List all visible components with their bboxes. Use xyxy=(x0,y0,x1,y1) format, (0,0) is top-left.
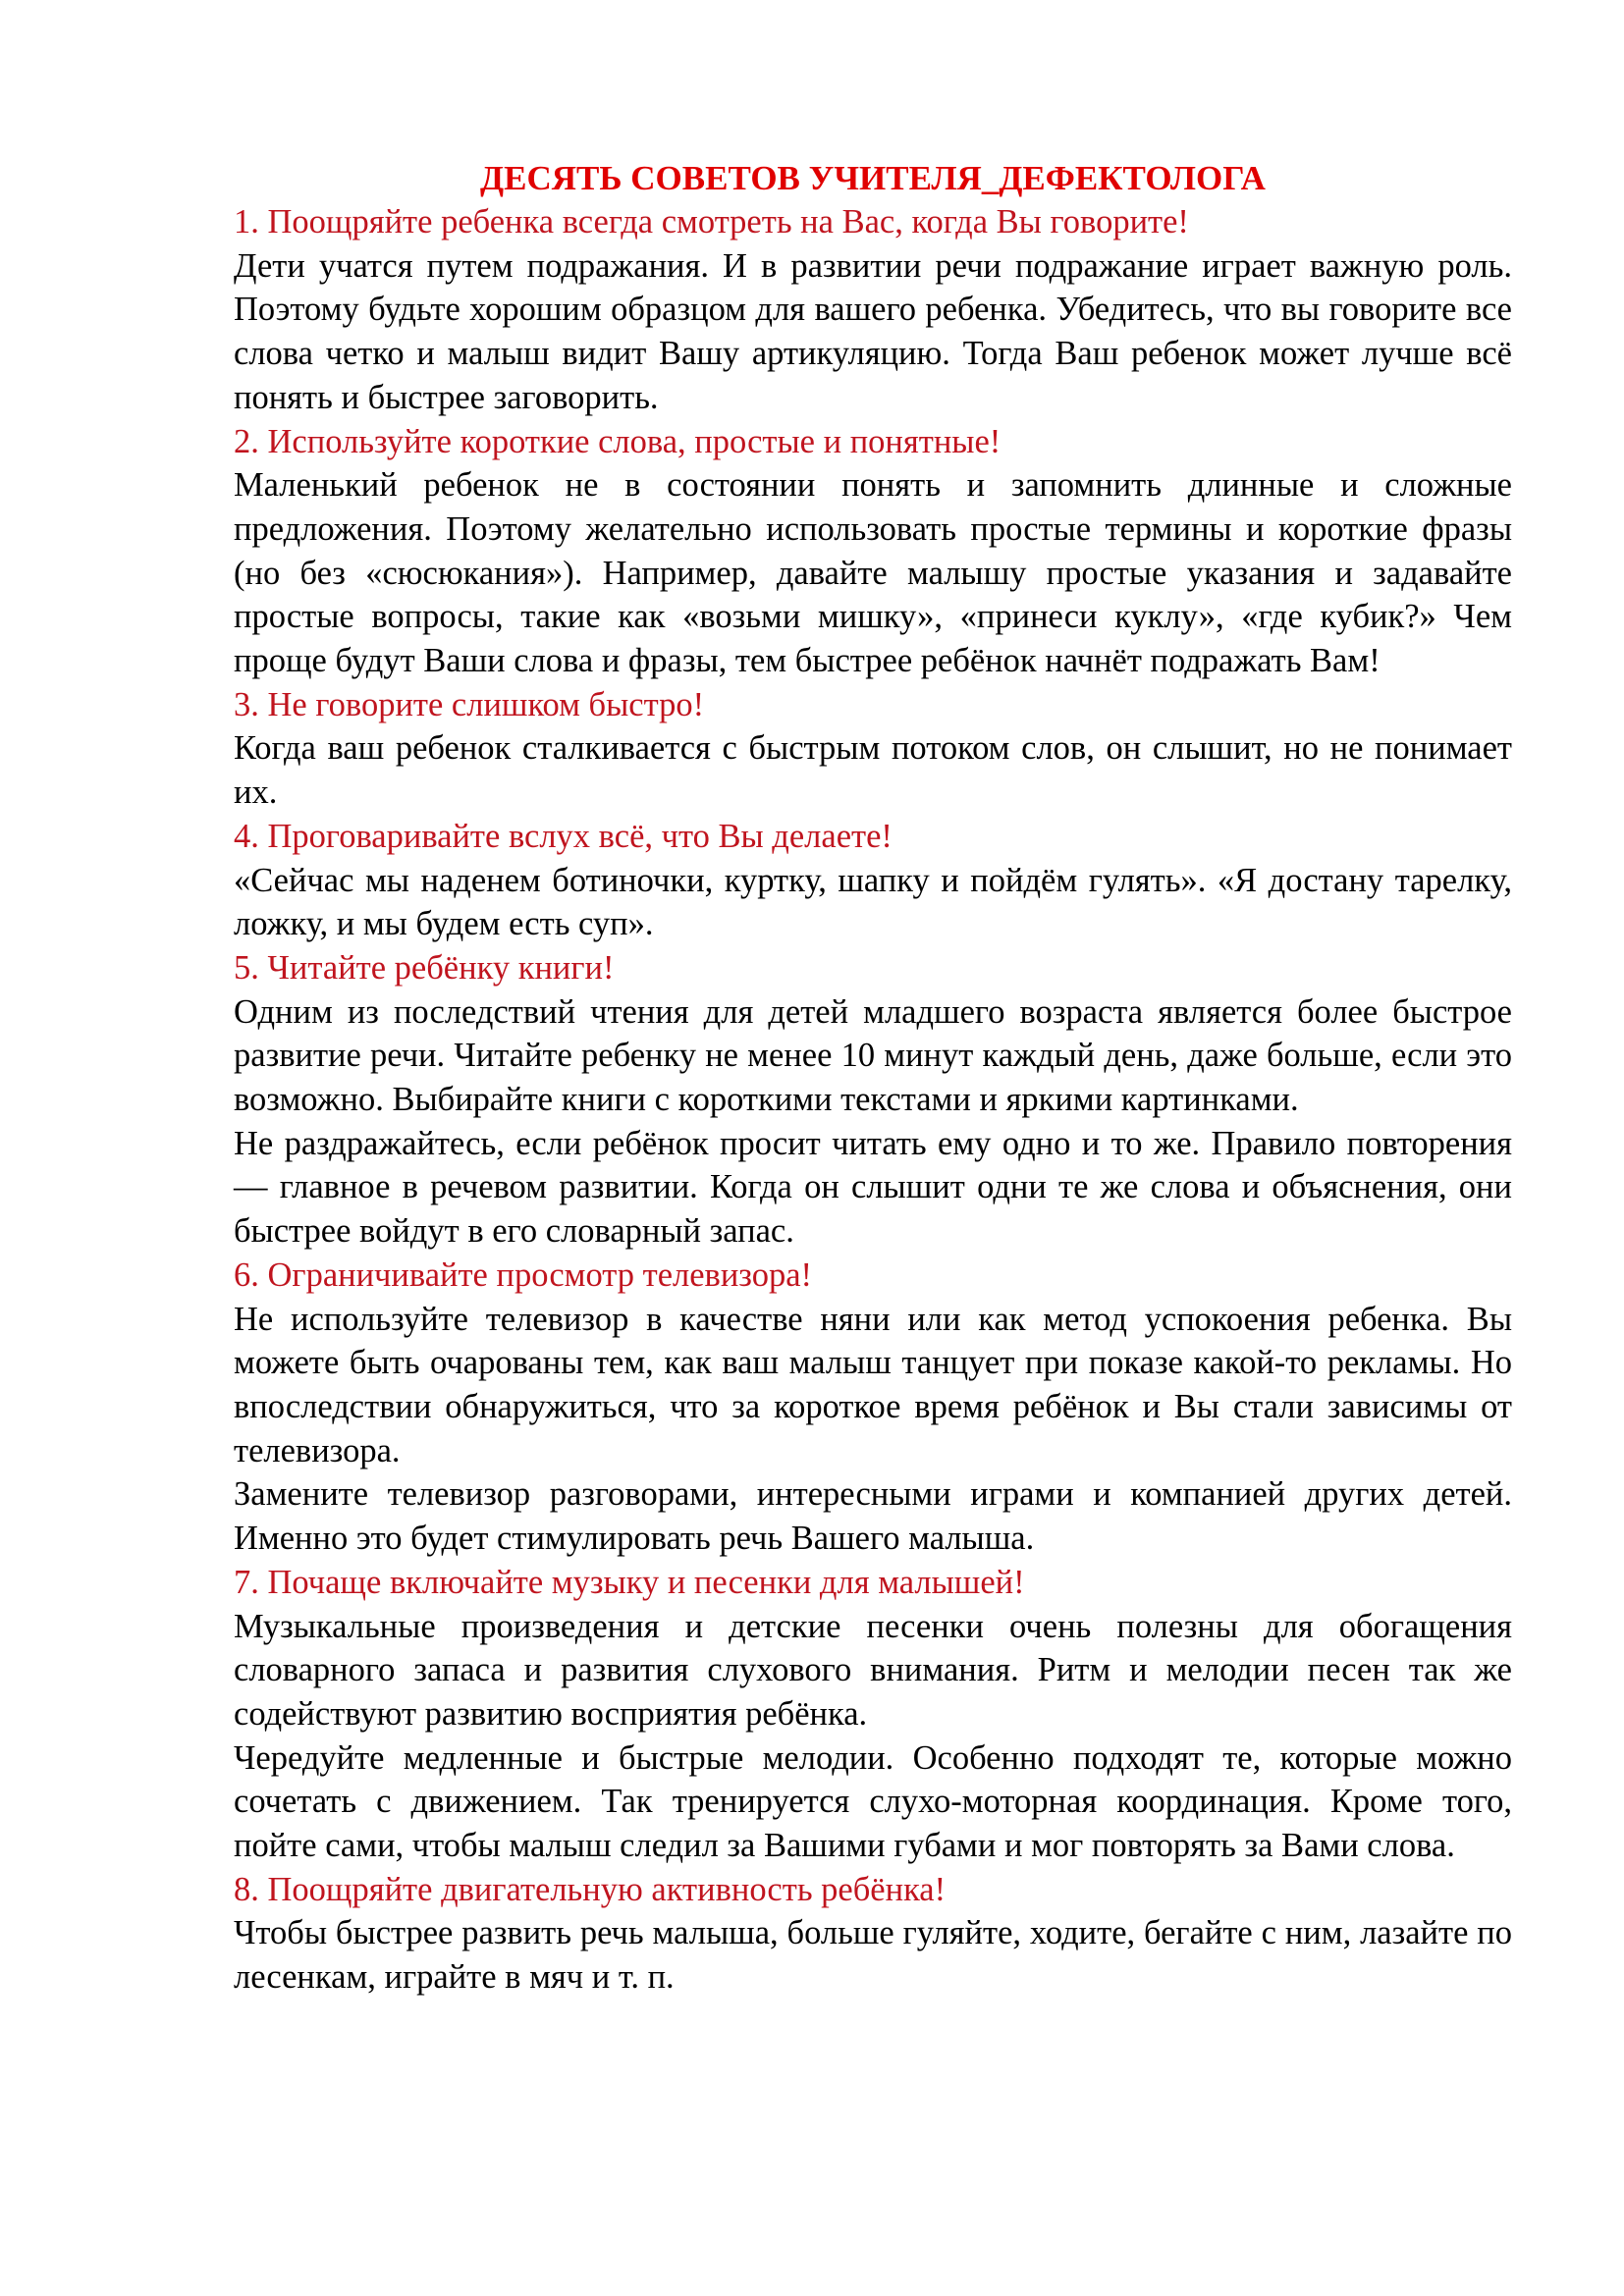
tip-paragraph: Одним из последствий чтения для детей младшего возраста является более быстрое развитие речи. Читайте ребенку не менее 10 минут каждый день, даже больше, если это возможно. Выбирайте книги с короткими текстами и яркими картинками. xyxy=(234,992,1512,1119)
tip-heading: 5. Читайте ребёнку книги! xyxy=(234,948,615,987)
tip-heading: 7. Почаще включайте музыку и песенки для малышей! xyxy=(234,1563,1025,1601)
tip-3 xyxy=(234,683,1512,815)
tip-5 xyxy=(234,946,1512,1254)
tip-paragraph: Маленький ребенок не в состоянии понять и запомнить длинные и сложные предложения. Поэтому желательно использовать простые термины и короткие фразы (но без «сюсюкания»). Например, давайте малышу простые указания и задавайте простые вопросы, такие как «возьми мишку», «принеси куклу», «где кубик?» Чем проще будут Ваши слова и фразы, тем быстрее ребёнок начнёт подражать Вам! xyxy=(234,466,1512,680)
tip-heading: 8. Поощряйте двигательную активность ребёнка! xyxy=(234,1870,947,1908)
tip-paragraph: Замените телевизор разговорами, интересными играми и компанией других детей. Именно это будет стимулировать речь Вашего малыша. xyxy=(234,1475,1512,1558)
tip-paragraph: Музыкальные произведения и детские песенки очень полезны для обогащения словарного запаса и развития слухового внимания. Ритм и мелодии песен так же содействуют развитию восприятия ребёнка. xyxy=(234,1607,1512,1733)
tip-paragraph: Не раздражайтесь, если ребёнок просит читать ему одно и то же. Правило повторения — главное в речевом развитии. Когда он слышит одни те же слова и объяснения, они быстрее войдут в его словарный запас. xyxy=(234,1124,1512,1251)
tip-heading: 1. Поощряйте ребенка всегда смотреть на Вас, когда Вы говорите! xyxy=(234,203,1189,240)
tip-6 xyxy=(234,1254,1512,1561)
tip-heading: 4. Проговаривайте вслух всё, что Вы делаете! xyxy=(234,817,893,855)
tip-heading: 2. Используйте короткие слова, простые и понятные! xyxy=(234,422,1001,460)
tip-paragraph: Когда ваш ребенок сталкивается с быстрым потоком слов, он слышит, но не понимает их. xyxy=(234,729,1512,812)
document-page xyxy=(234,157,1512,2000)
document-title: ДЕСЯТЬ СОВЕТОВ УЧИТЕЛЯ_ДЕФЕКТОЛОГА xyxy=(480,159,1266,197)
tip-paragraph: Чередуйте медленные и быстрые мелодии. Особенно подходят те, которые можно сочетать с движением. Так тренируется слухо-моторная координация. Кроме того, пойте сами, чтобы малыш следил за Вашими губами и мог повторять за Вами слова. xyxy=(234,1738,1512,1865)
tip-paragraph: Чтобы быстрее развить речь малыша, больше гуляйте, ходите, бегайте с ним, лазайте по лесенкам, играйте в мяч и т. п. xyxy=(234,1914,1512,1997)
tip-paragraph: Не используйте телевизор в качестве няни или как метод успокоения ребенка. Вы можете быть очарованы тем, как ваш малыш танцует при показе какой-то рекламы. Но впоследствии обнаружиться, что за короткое время ребёнок и Вы стали зависимы от телевизора. xyxy=(234,1300,1512,1469)
tip-heading: 6. Ограничивайте просмотр телевизора! xyxy=(234,1255,813,1294)
tip-2 xyxy=(234,420,1512,683)
tip-8 xyxy=(234,1868,1512,2000)
tip-4 xyxy=(234,815,1512,946)
tip-paragraph: Дети учатся путем подражания. И в развитии речи подражание играет важную роль. Поэтому будьте хорошим образцом для вашего ребенка. Убедитесь, что вы говорите все слова четко и малыш видит Вашу артикуляцию. Тогда Ваш ребенок может лучше всё понять и быстрее заговорить. xyxy=(234,246,1512,416)
tip-heading: 3. Не говорите слишком быстро! xyxy=(234,685,705,723)
tip-paragraph: «Сейчас мы наденем ботиночки, куртку, шапку и пойдём гулять». «Я достану тарелку, ложку, и мы будем есть суп». xyxy=(234,861,1512,943)
tip-7 xyxy=(234,1561,1512,1868)
tip-1 xyxy=(234,200,1512,420)
